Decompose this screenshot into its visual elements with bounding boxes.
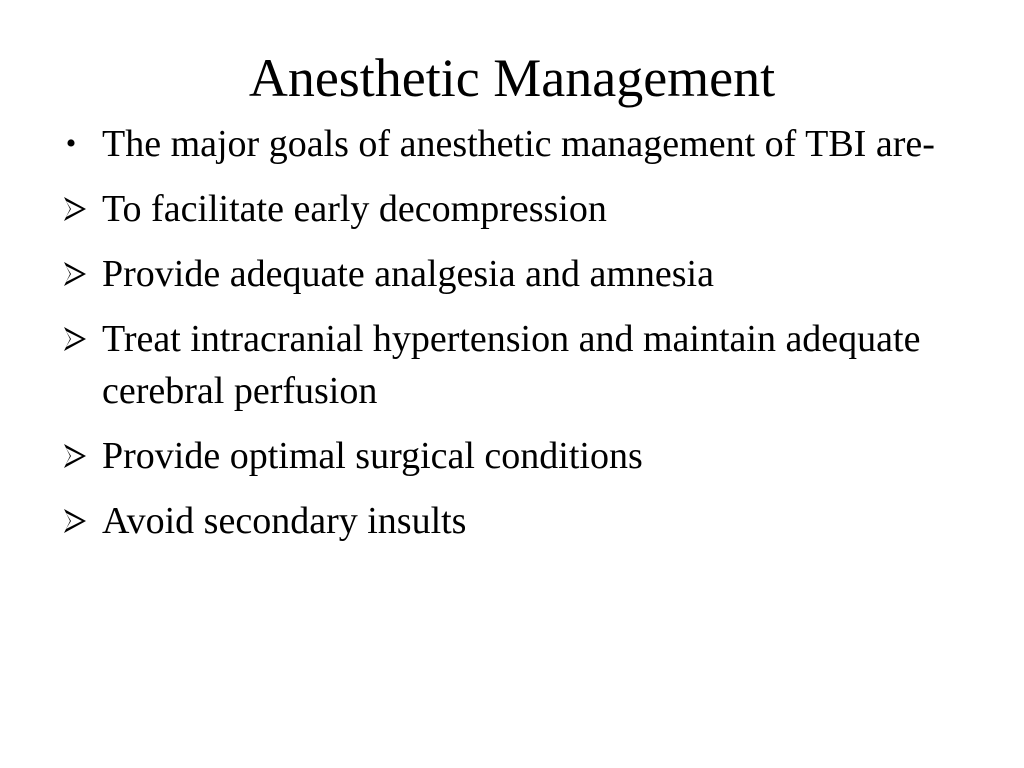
arrow-bullet-icon — [60, 183, 100, 235]
list-item-text: Avoid secondary insults — [102, 500, 467, 542]
list-item — [60, 430, 960, 482]
list-item-text: Provide optimal surgical conditions — [102, 435, 643, 477]
list-item-text: Provide adequate analgesia and amnesia — [102, 253, 714, 295]
list-item-text: To facilitate early decompression — [102, 188, 607, 230]
arrow-bullet-icon — [60, 430, 100, 482]
list-item — [60, 118, 960, 170]
list-item — [60, 313, 960, 417]
bullet-list — [60, 118, 960, 560]
slide-title: Anesthetic Management — [248, 48, 776, 108]
list-item-text: The major goals of anesthetic management of TBI are- — [102, 123, 935, 165]
arrow-bullet-icon — [60, 248, 100, 300]
list-item-text: Treat intracranial hypertension and maintain adequate cerebral perfusion — [102, 318, 921, 412]
arrow-bullet-icon — [60, 495, 100, 547]
list-item — [60, 495, 960, 547]
list-item — [60, 248, 960, 300]
bullet-dot: • — [65, 127, 77, 160]
list-item — [60, 183, 960, 235]
arrow-bullet-icon — [60, 313, 100, 365]
